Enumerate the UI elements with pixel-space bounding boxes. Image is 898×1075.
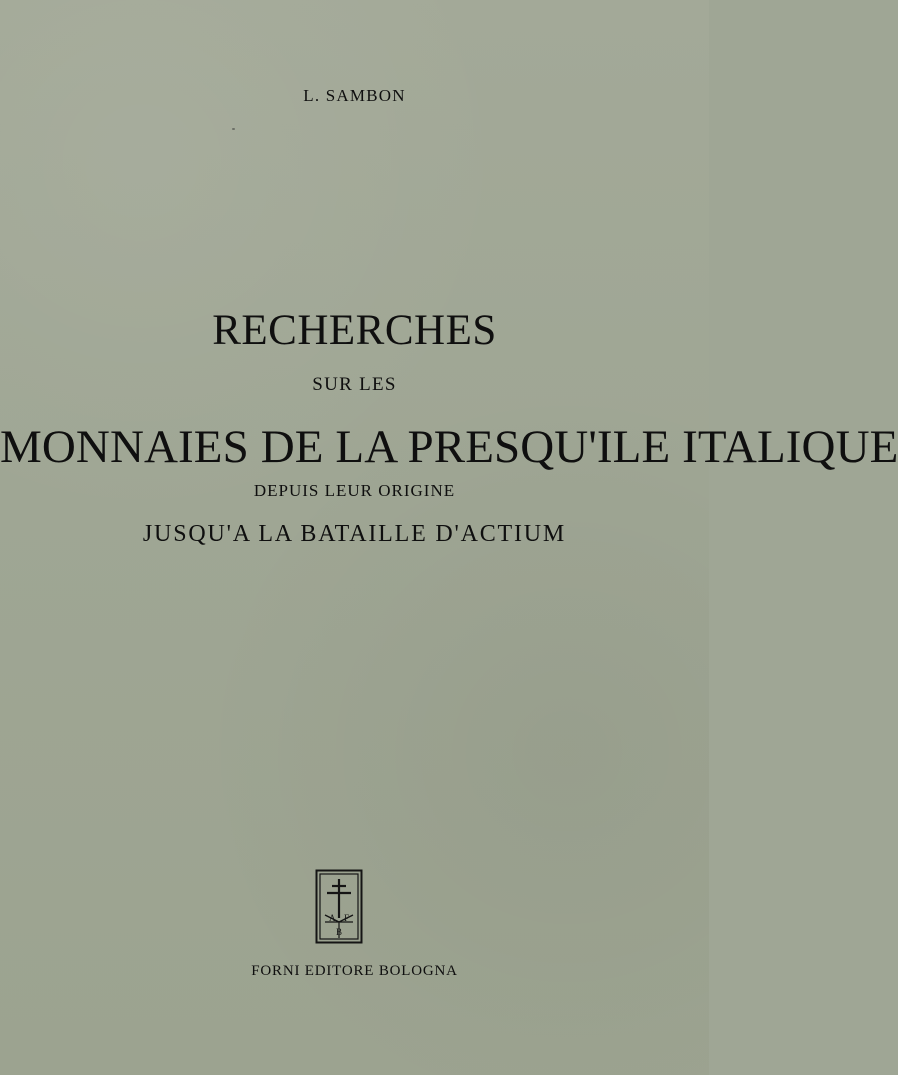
publisher-emblem-icon	[315, 869, 363, 944]
logo-letter-b: B	[336, 927, 343, 937]
subtitle-line-3: DEPUIS LEUR ORIGINE	[253, 481, 456, 500]
book-title: RECHERCHES	[212, 307, 497, 354]
subtitle-line-2: MONNAIES DE LA PRESQU'ILE ITALIQUE	[0, 421, 898, 473]
author-name: L. SAMBON	[303, 86, 406, 105]
subtitle-line-4: JUSQU'A LA BATAILLE D'ACTIUM	[142, 521, 567, 547]
publisher-name: FORNI EDITORE BOLOGNA	[251, 963, 458, 979]
subtitle-line-1: SUR LES	[312, 374, 397, 395]
logo-letter-a: A	[329, 913, 336, 923]
logo-letter-f: F	[344, 913, 350, 923]
paper-speck	[232, 128, 235, 130]
